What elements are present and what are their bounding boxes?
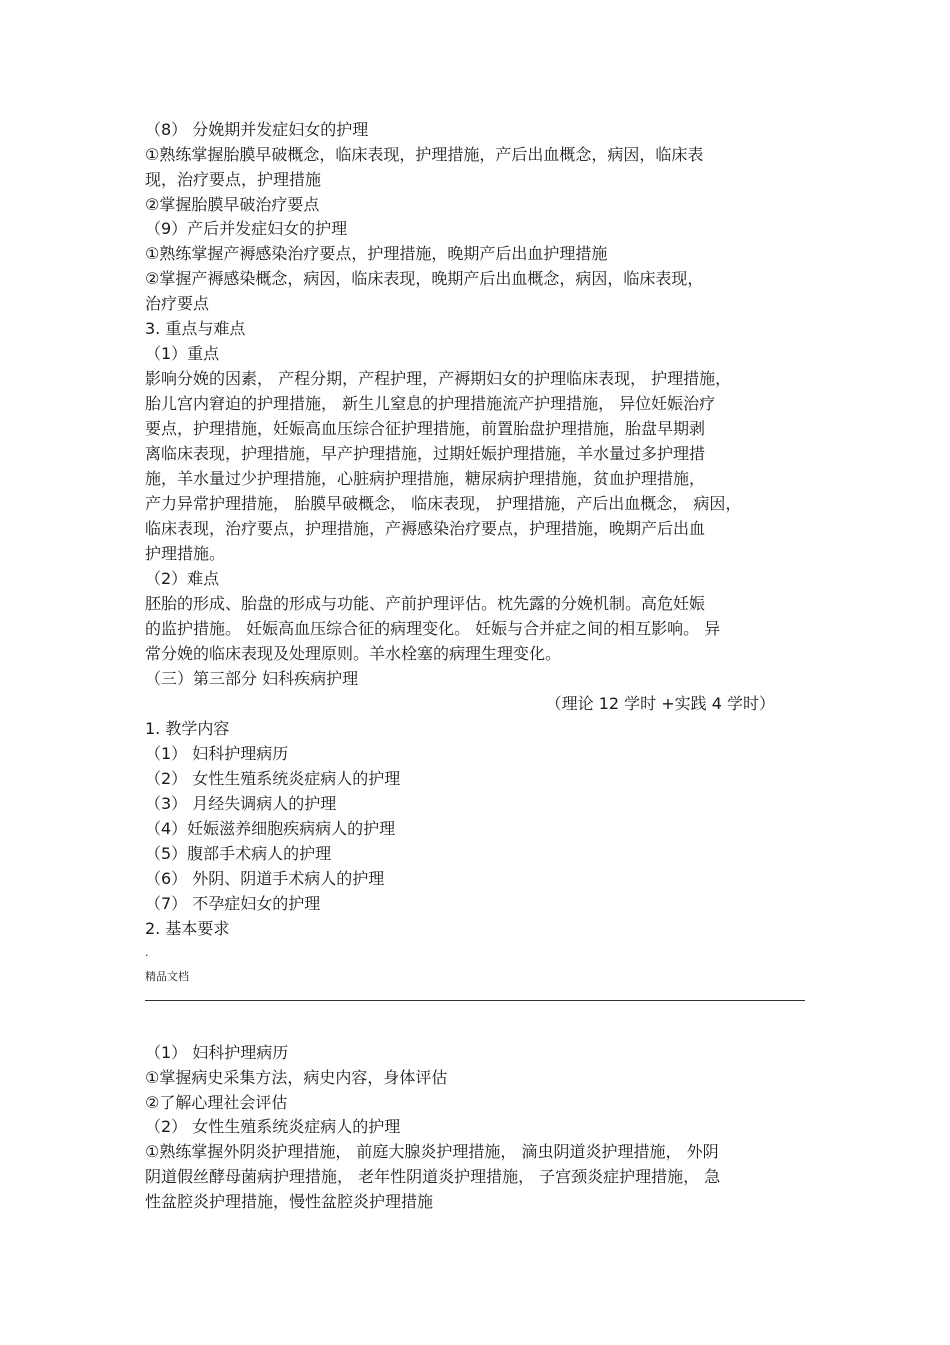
part-heading: （三）第三部分 妇科疾病护理 [145, 669, 359, 688]
list-item: （1） 妇科护理病历 [145, 1043, 289, 1062]
text-line: ①熟练掌握胎膜早破概念，临床表现，护理措施，产后出血概念，病因，临床表 [145, 145, 704, 164]
text-line: 产力异常护理措施， 胎膜早破概念， 临床表现， 护理措施，产后出血概念， 病因， [145, 494, 742, 513]
text-line: 常分娩的临床表现及处理原则。羊水栓塞的病理生理变化。 [145, 644, 562, 663]
footer-dot: . [145, 947, 149, 959]
subheading: （2）难点 [145, 569, 220, 588]
text-line: 性盆腔炎护理措施，慢性盆腔炎护理措施 [145, 1192, 434, 1211]
list-item: （4）妊娠滋养细胞疾病病人的护理 [145, 819, 396, 838]
text-line: 的监护措施。 妊娠高血压综合征的病理变化。 妊娠与合并症之间的相互影响。 异 [145, 619, 721, 638]
text-line: 现，治疗要点，护理措施 [145, 170, 322, 189]
text-line: 治疗要点 [145, 294, 210, 313]
text-line: （9）产后并发症妇女的护理 [145, 219, 348, 238]
list-item: （7） 不孕症妇女的护理 [145, 894, 321, 913]
text-line: 胎儿宫内窘迫的护理措施， 新生儿窒息的护理措施流产护理措施， 异位妊娠治疗 [145, 394, 716, 413]
text-line: ②了解心理社会评估 [145, 1093, 288, 1112]
text-line: 要点，护理措施，妊娠高血压综合征护理措施，前置胎盘护理措施，胎盘早期剥 [145, 419, 706, 438]
section-heading: 1. 教学内容 [145, 719, 230, 738]
list-item: （2） 女性生殖系统炎症病人的护理 [145, 769, 401, 788]
text-line: ②掌握产褥感染概念，病因，临床表现，晚期产后出血概念，病因，临床表现， [145, 269, 704, 288]
text-line: ①熟练掌握外阴炎护理措施， 前庭大腺炎护理措施， 滴虫阴道炎护理措施， 外阴 [145, 1142, 719, 1161]
text-line: ①掌握病史采集方法，病史内容，身体评估 [145, 1068, 448, 1087]
hours-note: （理论 12 学时 +实践 4 学时） [545, 694, 775, 713]
subheading: （1）重点 [145, 344, 220, 363]
text-line: 胚胎的形成、胎盘的形成与功能、产前护理评估。枕先露的分娩机制。高危妊娠 [145, 594, 706, 613]
text-line: 离临床表现，护理措施，早产护理措施，过期妊娠护理措施，羊水量过多护理措 [145, 444, 706, 463]
list-item: （6） 外阴、阴道手术病人的护理 [145, 869, 385, 888]
section-heading: 3. 重点与难点 [145, 319, 246, 338]
footer-label: 精品文档 [145, 970, 189, 983]
text-line: 护理措施。 [145, 544, 226, 563]
text-line: （8） 分娩期并发症妇女的护理 [145, 120, 369, 139]
text-line: 临床表现，治疗要点，护理措施，产褥感染治疗要点，护理措施，晚期产后出血 [145, 519, 706, 538]
list-item: （3） 月经失调病人的护理 [145, 794, 337, 813]
text-line: ②掌握胎膜早破治疗要点 [145, 195, 320, 214]
list-item: （5）腹部手术病人的护理 [145, 844, 332, 863]
page-divider [145, 1000, 805, 1001]
list-item: （2） 女性生殖系统炎症病人的护理 [145, 1117, 401, 1136]
text-line: 影响分娩的因素， 产程分期，产程护理，产褥期妇女的护理临床表现， 护理措施， [145, 369, 732, 388]
section-heading: 2. 基本要求 [145, 919, 230, 938]
text-line: ①熟练掌握产褥感染治疗要点，护理措施，晚期产后出血护理措施 [145, 244, 608, 263]
text-line: 阴道假丝酵母菌病护理措施， 老年性阴道炎护理措施， 子宫颈炎症护理措施， 急 [145, 1167, 721, 1186]
list-item: （1） 妇科护理病历 [145, 744, 289, 763]
text-line: 施，羊水量过少护理措施，心脏病护理措施，糖尿病护理措施，贫血护理措施， [145, 469, 706, 488]
